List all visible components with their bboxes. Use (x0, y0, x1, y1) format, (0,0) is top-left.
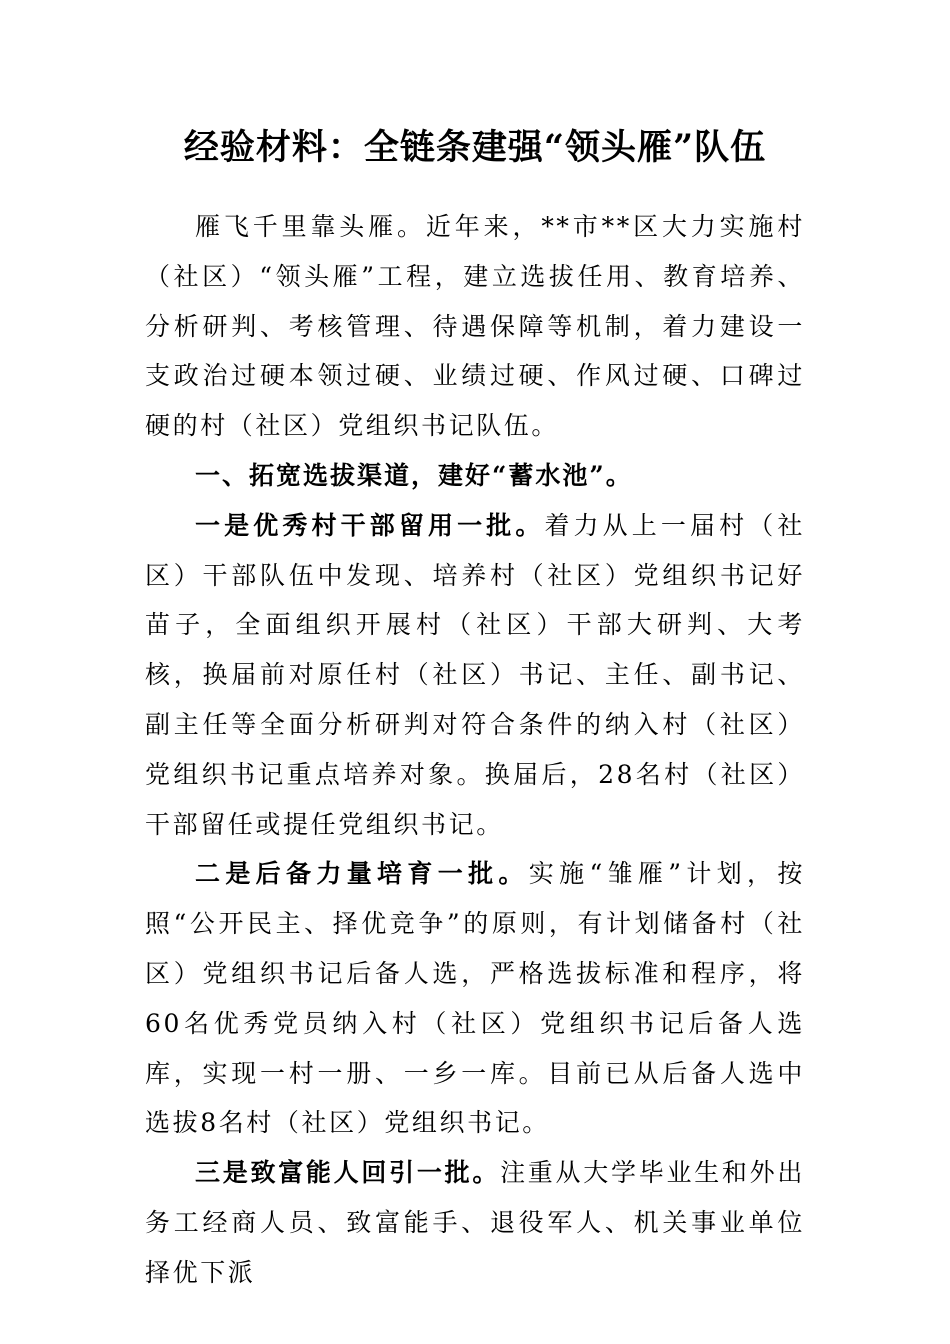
item-lead: 一是优秀村干部留用一批。 (195, 510, 545, 540)
item-paragraph-3 (145, 1148, 805, 1297)
item-text: 实施“雏雁”计划，按照“公开民主、择优竞争”的原则，有计划储备村（社区）党组织书记后备人选，严格选拔标准和程序，将60名优秀党员纳入村（社区）党组织书记后备人选库，实现一村一册、一乡一库。目前已从后备人选中选拔8名村（社区）党组织书记。 (145, 859, 806, 1138)
item-text: 注重从大学毕业生和外出务工经商人员、致富能手、退役军人、机关事业单位择优下派 (145, 1158, 805, 1287)
item-paragraph-2 (145, 849, 805, 1148)
item-lead: 二是后备力量培育一批。 (195, 859, 529, 889)
item-paragraph-1 (145, 501, 805, 850)
item-lead: 三是致富能人回引一批。 (195, 1158, 501, 1188)
section-heading: 一、拓宽选拔渠道，建好“蓄水池”。 (195, 460, 633, 490)
item-text: 着力从上一届村（社区）干部队伍中发现、培养村（社区）党组织书记好苗子，全面组织开展村（社区）干部大研判、大考核，换届前对原任村（社区）书记、主任、副书记、副主任等全面分析研判对符合条件的纳入村（社区）党组织书记重点培养对象。换届后，28名村（社区）干部留任或提任党组织书记。 (145, 510, 805, 839)
intro-paragraph: 雁飞千里靠头雁。近年来，**市**区大力实施村（社区）“领头雁”工程，建立选拔任用、教育培养、分析研判、考核管理、待遇保障等机制，着力建设一支政治过硬本领过硬、业绩过硬、作风过硬、口碑过硬的村（社区）党组织书记队伍。 (145, 212, 805, 441)
document-title: 经验材料：全链条建强“领头雁”队伍 (183, 127, 767, 168)
document-body (145, 202, 805, 1298)
